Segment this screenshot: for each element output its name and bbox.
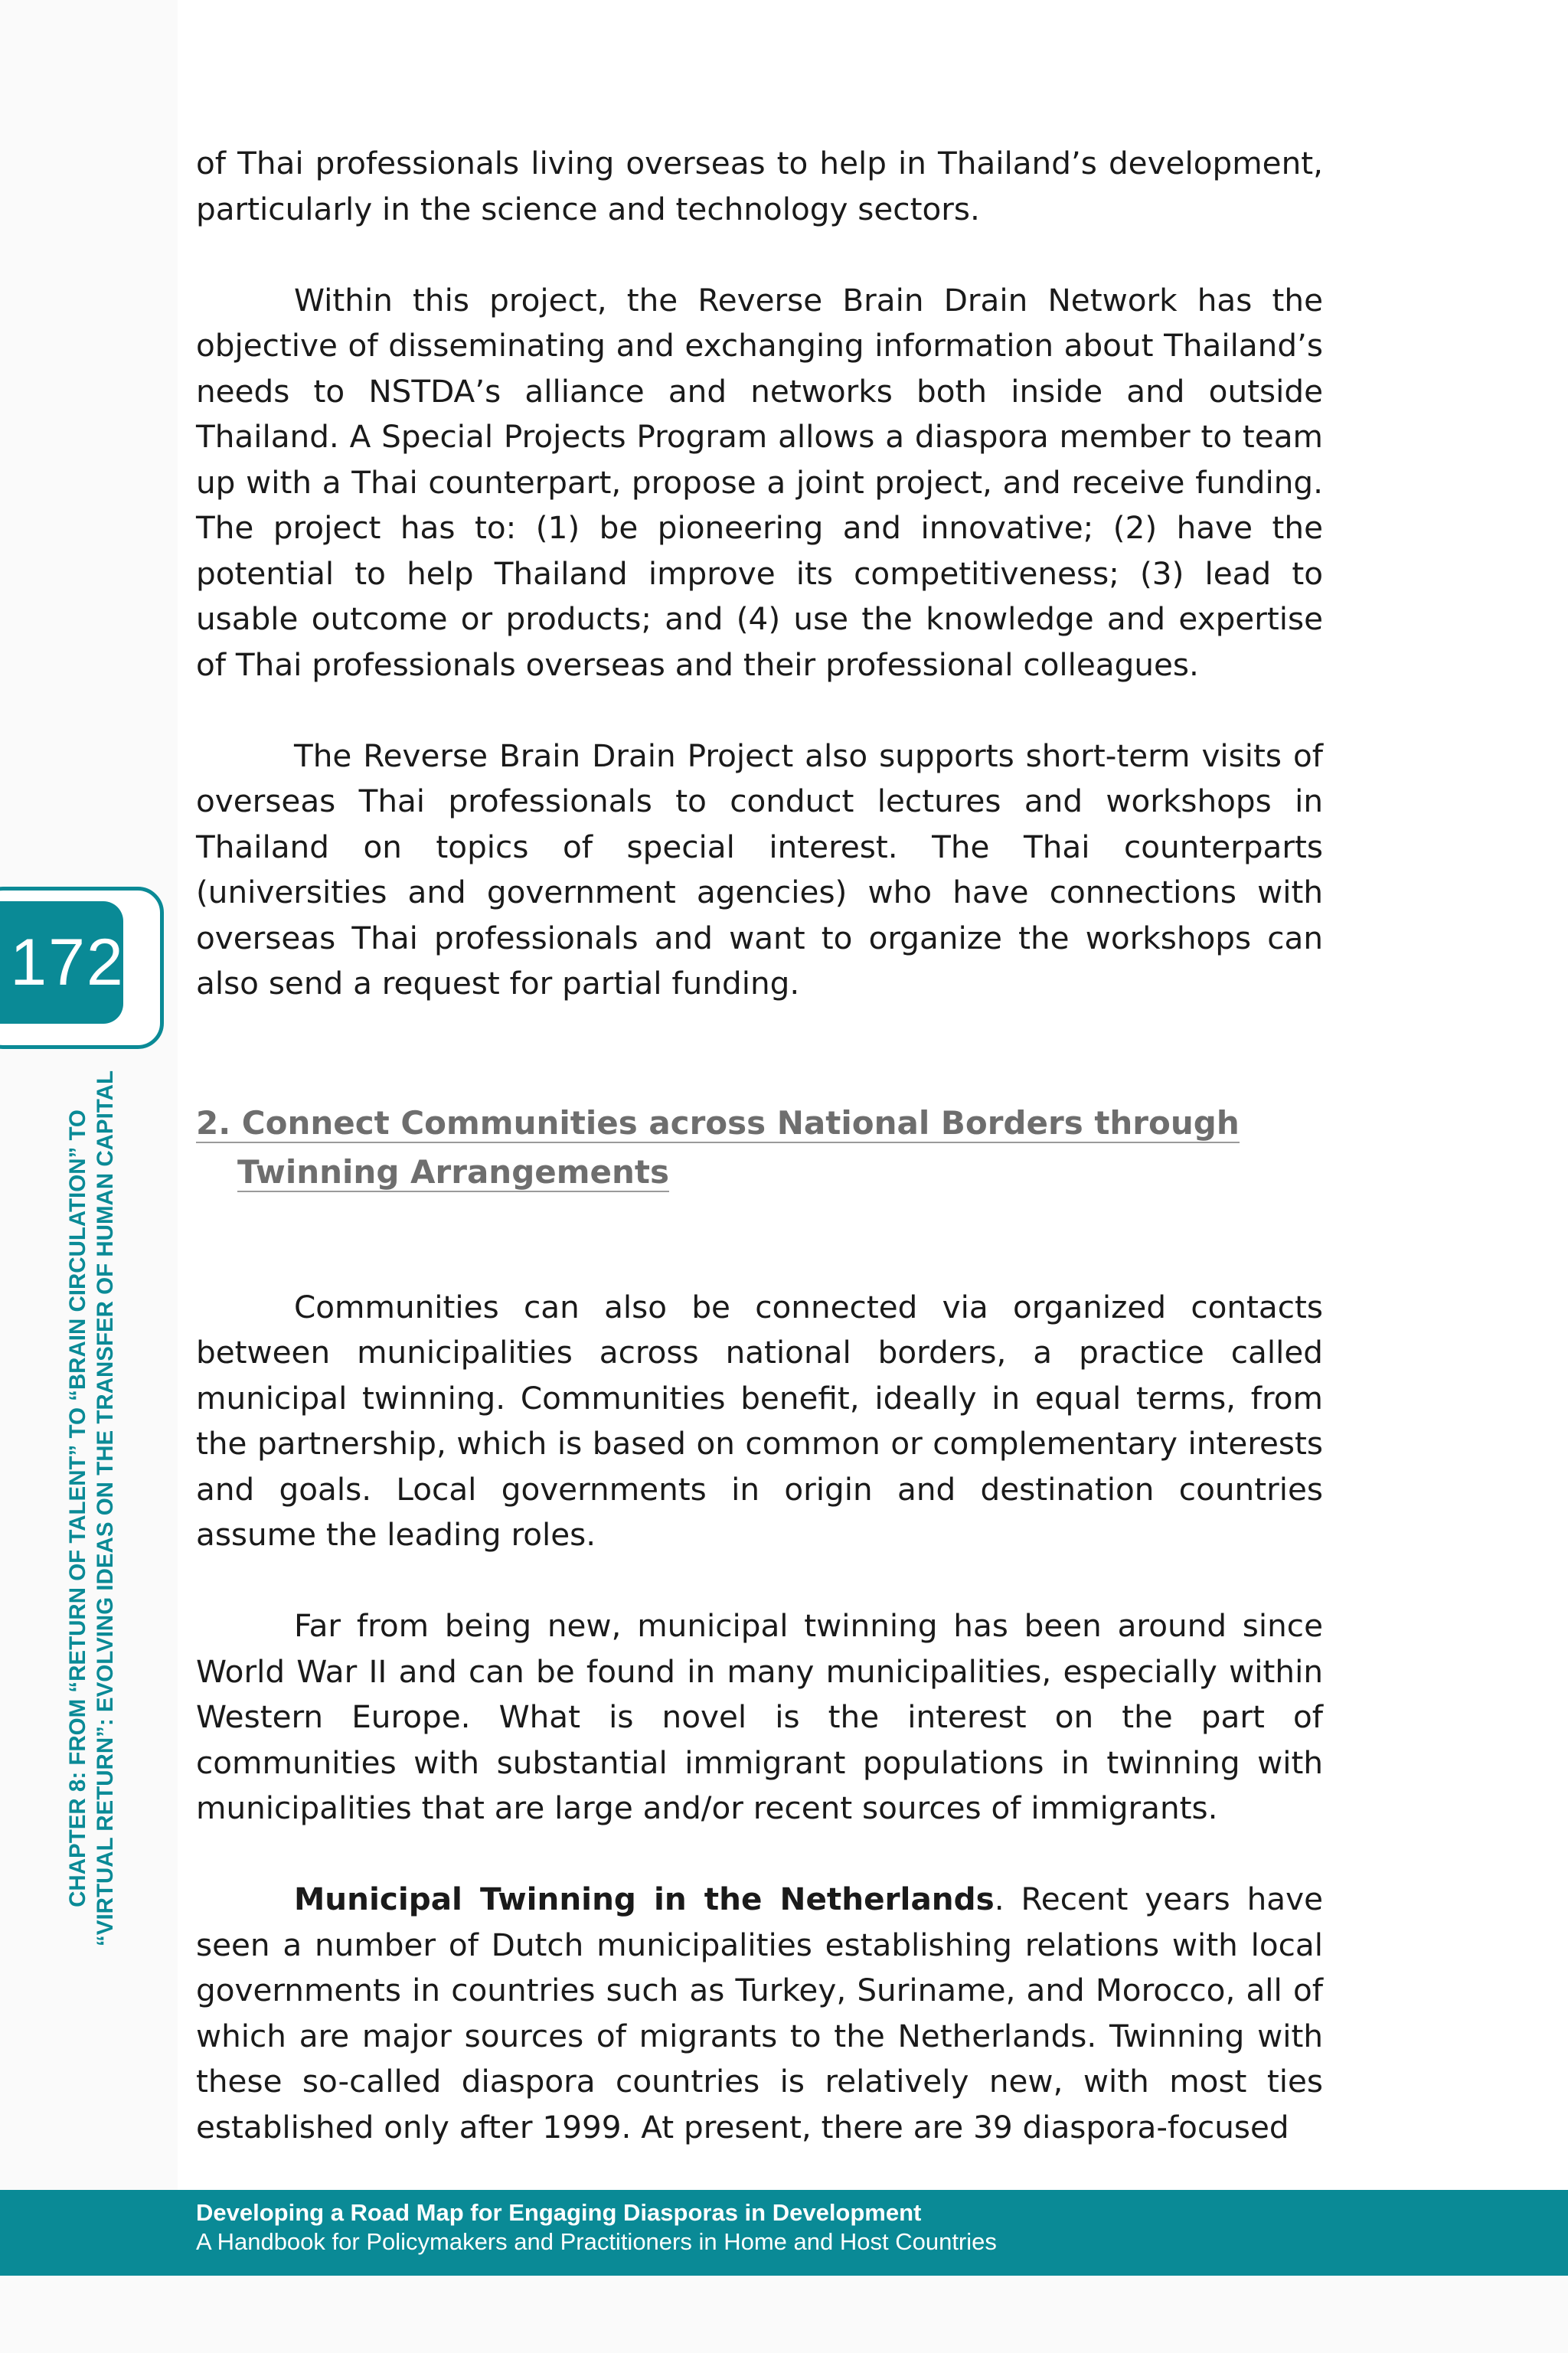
- main-text-column: [196, 141, 1323, 2150]
- paragraph-netherlands-body: . Recent years have seen a number of Dutch municipalities establishing relations with local governments in countries such as Turkey, Suriname, and Morocco, all of which are major sources of migrants to the Netherlands. Twinning with these so-called diaspora countries is relatively new, with most ties established only after 1999. At present, there are 39 diaspora-focused: [196, 1881, 1323, 2145]
- paragraph-continuation: of Thai professionals living overseas to help in Thailand’s development, particularly in the science and technology sectors.: [196, 145, 1323, 227]
- chapter-running-head-line-1: CHAPTER 8: FROM “RETURN OF TALENT” TO “BRAIN CIRCULATION” TO: [65, 1110, 90, 1907]
- chapter-running-head: [64, 1064, 119, 1953]
- chapter-running-head-line-2: “VIRTUAL RETURN”: EVOLVING IDEAS ON THE TRANSFER OF HUMAN CAPITAL: [93, 1070, 118, 1946]
- section-heading-text: 2. Connect Communities across National Borders through Twinning Arrangements: [196, 1103, 1240, 1191]
- paragraph-twinning-history: Far from being new, municipal twinning has been around since World War II and can be found in many municipalities, especially within Western Europe. What is novel is the interest on the part of communities with substantial immigrant populations in twinning with municipalities that are large and/or recent sources of immigrants.: [196, 1607, 1323, 1826]
- bottom-margin-strip: [0, 2276, 1568, 2353]
- paragraph-netherlands-lead: Municipal Twinning in the Netherlands: [294, 1881, 995, 1917]
- footer-book-subtitle: A Handbook for Policymakers and Practitioners in Home and Host Countries: [196, 2228, 997, 2255]
- paragraph-netherlands: [196, 1877, 1323, 2150]
- page-number-tab: [0, 887, 164, 1049]
- footer-book-title: Developing a Road Map for Engaging Diasporas in Development: [196, 2199, 922, 2226]
- page-number: 172: [10, 925, 125, 999]
- section-heading: [196, 1099, 1323, 1197]
- paragraph-short-term-visits: The Reverse Brain Drain Project also supports short-term visits of overseas Thai professionals to conduct lectures and workshops in Thailand on topics of special interest. The Thai counterparts (universities and government agencies) who have connections with overseas Thai professionals and want to organize the workshops can also send a request for partial funding.: [196, 737, 1323, 1002]
- paragraph-reverse-brain-drain-network: Within this project, the Reverse Brain Drain Network has the objective of disseminating and exchanging information about Thailand’s needs to NSTDA’s alliance and networks both inside and outside Thailand. A Special Projects Program allows a diaspora member to team up with a Thai counterpart, propose a joint project, and receive funding. The project has to: (1) be pioneering and innovative; (2) have the potential to help Thailand improve its competitiveness; (3) lead to usable outcome or products; and (4) use the knowledge and expertise of Thai professionals overseas and their professional colleagues.: [196, 281, 1323, 683]
- paragraph-municipal-twinning: Communities can also be connected via organized contacts between municipalities across national borders, a practice called municipal twinning. Communities benefit, ideally in equal terms, from the partnership, which is based on common or complementary interests and goals. Local governments in origin and destination countries assume the leading roles.: [196, 1288, 1323, 1553]
- page-number-box: [0, 901, 123, 1024]
